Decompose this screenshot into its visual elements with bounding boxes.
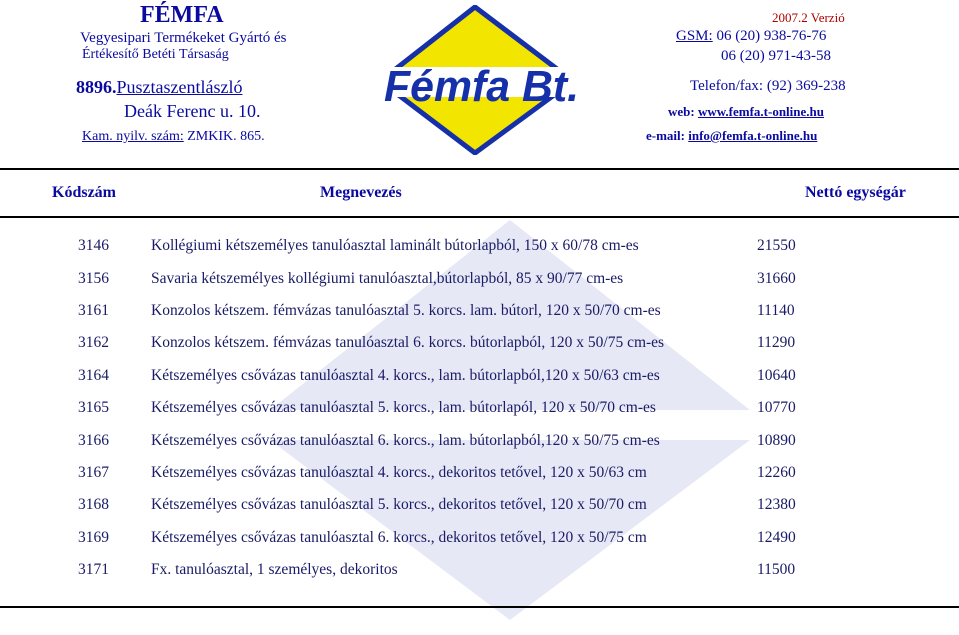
table-row	[78, 360, 857, 392]
footer-divider	[0, 606, 959, 608]
company-subtitle-line2: Értékesítő Betéti Társaság	[82, 47, 229, 62]
cell-code: 3162	[78, 334, 109, 352]
cell-name: Kétszemélyes csővázas tanulóasztal 4. korcs., dekoritos tetővel, 120 x 50/63 cm	[151, 463, 647, 481]
cell-code: 3171	[78, 561, 109, 579]
registration-line	[82, 129, 265, 145]
email-link[interactable]: info@femfa.t-online.hu	[688, 128, 818, 143]
company-subtitle-line1: Vegyesipari Termékeket Gyártó és	[80, 30, 287, 46]
web-link[interactable]: www.femfa.t-online.hu	[697, 104, 824, 119]
table-row	[78, 262, 857, 294]
column-header-code: Kódszám	[52, 184, 116, 201]
cell-code: 3161	[78, 301, 109, 319]
column-header-name: Megnevezés	[320, 184, 402, 201]
cell-name: Savaria kétszemélyes kollégiumi tanulóasztal,bútorlapból, 85 x 90/77 cm-es	[151, 269, 624, 287]
cell-price: 11140	[757, 301, 795, 319]
address-city-line	[76, 77, 242, 98]
cell-name: Konzolos kétszem. fémvázas tanulóasztal 6. korcs. bútorlapból, 120 x 50/75 cm-es	[151, 334, 665, 352]
cell-name: Kollégiumi kétszemélyes tanulóasztal laminált bútorlapból, 150 x 60/78 cm-es	[151, 237, 639, 255]
cell-price: 31660	[757, 269, 796, 287]
cell-name: Kétszemélyes csővázas tanulóasztal 5. korcs., dekoritos tetővel, 120 x 50/70 cm	[151, 496, 647, 514]
registration-value: ZMKIK. 865.	[187, 129, 265, 144]
cell-code: 3166	[78, 431, 109, 449]
company-name: FÉMFA	[140, 2, 224, 28]
cell-name: Kétszemélyes csővázas tanulóasztal 5. korcs., lam. bútorlapól, 120 x 50/70 cm-es	[151, 399, 656, 417]
gsm-label: GSM:	[676, 28, 713, 44]
cell-code: 3169	[78, 528, 109, 546]
cell-price: 10640	[757, 366, 796, 384]
cell-name: Fx. tanulóasztal, 1 személyes, dekoritos	[151, 561, 398, 579]
cell-name: Konzolos kétszem. fémvázas tanulóasztal 5. korcs. lam. bútorl, 120 x 50/70 cm-es	[151, 301, 661, 319]
table-row	[78, 295, 857, 327]
address-zip: 8896.	[76, 77, 117, 97]
cell-price: 21550	[757, 237, 796, 255]
cell-code: 3146	[78, 237, 109, 255]
cell-name: Kétszemélyes csővázas tanulóasztal 6. korcs., lam. bútorlapból,120 x 50/75 cm-es	[151, 431, 660, 449]
gsm-line-1	[676, 28, 826, 45]
email-line	[646, 128, 817, 144]
table-row	[78, 392, 857, 424]
cell-code: 3165	[78, 399, 109, 417]
cell-name: Kétszemélyes csővázas tanulóasztal 4. korcs., lam. bútorlapból,120 x 50/63 cm-es	[151, 366, 660, 384]
column-header-price: Nettó egységár	[805, 184, 906, 201]
cell-price: 11290	[757, 334, 796, 352]
cell-code: 3156	[78, 269, 109, 287]
cell-price: 12490	[757, 528, 796, 546]
table-row	[78, 522, 857, 554]
cell-code: 3167	[78, 463, 109, 481]
table-row	[78, 554, 857, 586]
cell-code: 3168	[78, 496, 109, 514]
gsm-number-1: 06 (20) 938-76-76	[716, 28, 827, 44]
phone-fax: Telefon/fax: (92) 369-238	[690, 78, 846, 94]
company-logo	[380, 5, 590, 155]
web-label: web:	[668, 104, 695, 119]
address-city: Pusztaszentlászló	[116, 77, 243, 97]
price-table	[78, 230, 857, 586]
table-row	[78, 327, 857, 359]
version-label: 2007.2 Verzió	[772, 10, 845, 25]
gsm-number-2: 06 (20) 971-43-58	[721, 48, 831, 64]
table-row	[78, 230, 857, 262]
table-row	[78, 457, 857, 489]
cell-price: 11500	[757, 561, 796, 579]
header-divider	[0, 168, 959, 170]
table-row	[78, 424, 857, 456]
address-street: Deák Ferenc u. 10.	[124, 101, 261, 121]
cell-price: 10770	[757, 399, 796, 417]
logo-text: Fémfa Bt.	[384, 62, 579, 111]
table-row	[78, 489, 857, 521]
registration-label: Kam. nyilv. szám:	[82, 129, 184, 144]
cell-name: Kétszemélyes csővázas tanulóasztal 6. korcs., dekoritos tetővel, 120 x 50/75 cm	[151, 528, 647, 546]
web-line	[668, 104, 824, 120]
cell-price: 10890	[757, 431, 796, 449]
cell-code: 3164	[78, 366, 109, 384]
email-label: e-mail:	[646, 128, 685, 143]
cell-price: 12380	[757, 496, 796, 514]
cell-price: 12260	[757, 463, 796, 481]
